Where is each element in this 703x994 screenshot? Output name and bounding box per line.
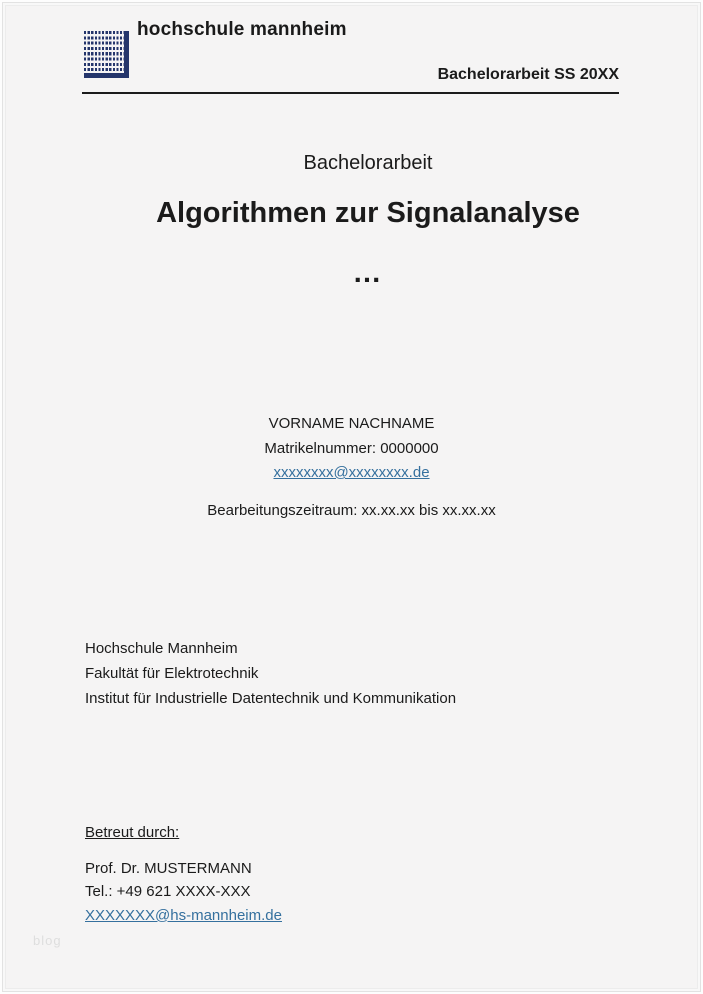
supervisor-name: Prof. Dr. MUSTERMANN xyxy=(85,860,252,877)
document-type-label: Bachelorarbeit xyxy=(303,152,433,174)
processing-period: Bearbeitungszeitraum: xx.xx.xx bis xx.xx.xx xyxy=(207,501,496,519)
author-email-link[interactable]: xxxxxxxx@xxxxxxxx.de xyxy=(273,464,430,481)
logo-wordmark: hochschule mannheim xyxy=(137,19,347,40)
author-block xyxy=(82,412,621,523)
institution-name: Hochschule Mannheim xyxy=(85,640,238,657)
matriculation-number: Matrikelnummer: 0000000 xyxy=(264,439,439,457)
supervisor-phone: Tel.: +49 621 XXXX-XXX xyxy=(85,883,251,901)
header-course-label: Bachelorarbeit SS 20XX xyxy=(437,66,619,83)
faculty-name: Fakultät für Elektrotechnik xyxy=(85,665,259,682)
thesis-title: Algorithmen zur Signalanalyse xyxy=(156,197,580,229)
supervisor-block xyxy=(85,821,282,927)
supervisor-email-link[interactable]: XXXXXXX@hs-mannheim.de xyxy=(85,906,282,924)
supervisor-heading: Betreut durch: xyxy=(85,824,180,841)
blog-watermark: blog xyxy=(33,933,62,948)
thesis-subtitle-placeholder: … xyxy=(352,257,384,289)
institution-block xyxy=(85,636,456,711)
header-rule xyxy=(82,92,619,94)
title-block xyxy=(82,151,654,290)
institute-name: Institut für Industrielle Datentechnik und Kommunikation xyxy=(85,690,457,707)
author-name: VORNAME NACHNAME xyxy=(268,415,435,432)
